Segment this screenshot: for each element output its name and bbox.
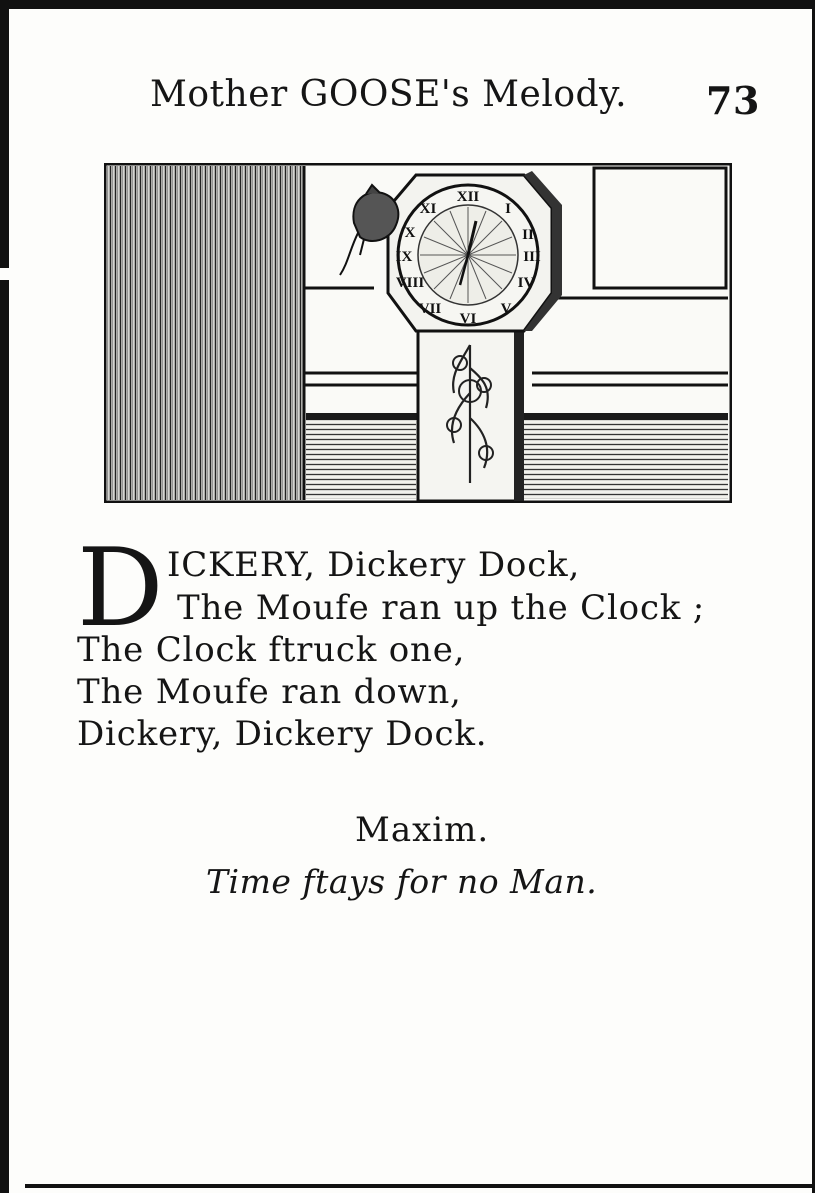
poem-line-3: The Clock ftruck one,: [77, 630, 466, 670]
page-number: 73: [706, 78, 760, 123]
svg-text:XII: XII: [456, 189, 480, 205]
svg-text:I: I: [505, 201, 511, 217]
maxim-heading: Maxim.: [355, 810, 490, 850]
svg-text:IX: IX: [395, 249, 413, 265]
page-border-left-lower: [0, 280, 9, 1193]
page-border-top: [0, 0, 824, 9]
page-border-right: [812, 0, 824, 1193]
nursery-rhyme: [77, 526, 767, 775]
svg-text:III: III: [523, 249, 541, 265]
running-title: Mother GOOSE's Melody.: [150, 74, 628, 115]
svg-text:IV: IV: [517, 275, 535, 291]
clock-case: [418, 323, 524, 501]
poem-line-4: The Moufe ran down,: [77, 672, 462, 712]
page-border-bottom: [25, 1184, 815, 1188]
floor-right: [524, 413, 728, 499]
poem-line-5: Dickery, Dickery Dock.: [77, 714, 488, 754]
svg-text:VII: VII: [418, 301, 442, 317]
clock-face: [388, 171, 562, 331]
svg-text:VIII: VIII: [395, 275, 425, 291]
drop-cap: D: [77, 526, 164, 651]
svg-text:II: II: [522, 227, 534, 243]
woodcut-clock-mouse-illustration: [104, 163, 732, 503]
poem-line-1: ICKERY, Dickery Dock,: [167, 545, 581, 585]
running-head: [150, 74, 760, 128]
svg-text:X: X: [404, 225, 416, 241]
poem-line-2: The Moufe ran up the Clock ;: [177, 588, 706, 628]
svg-text:VI: VI: [459, 311, 477, 327]
svg-text:XI: XI: [419, 201, 437, 217]
svg-text:V: V: [500, 301, 512, 317]
page-border-left: [0, 0, 9, 268]
maxim-text: Time ftays for no Man.: [206, 862, 598, 901]
curtain-hatching: [107, 166, 304, 500]
floor-left: [306, 413, 416, 499]
